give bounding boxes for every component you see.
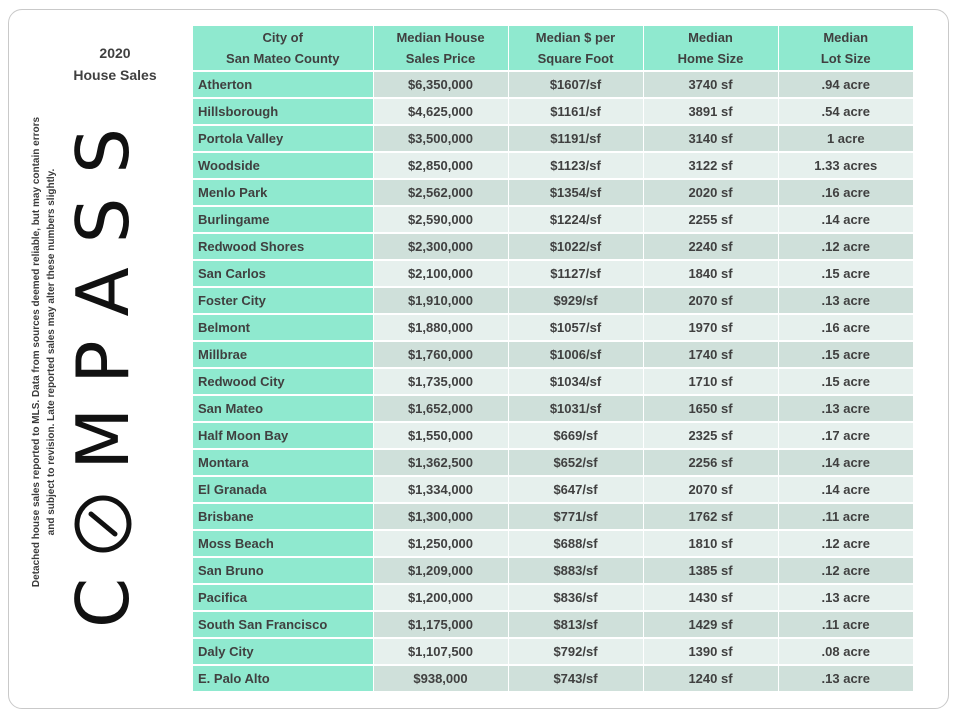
price-per-sqft-cell: $1031/sf [508,395,643,422]
price-per-sqft-cell: $1057/sf [508,314,643,341]
price-per-sqft-cell: $688/sf [508,530,643,557]
lot-size-cell: .11 acre [778,611,913,638]
price-per-sqft-cell: $1191/sf [508,125,643,152]
city-cell: Hillsborough [193,98,373,125]
price-cell: $1,107,500 [373,638,508,665]
logo-letter: S [61,128,145,174]
price-per-sqft-cell: $792/sf [508,638,643,665]
header-city: City of San Mateo County [193,26,373,71]
lot-size-cell: 1 acre [778,125,913,152]
home-size-cell: 3122 sf [643,152,778,179]
price-per-sqft-cell: $929/sf [508,287,643,314]
price-cell: $2,100,000 [373,260,508,287]
home-size-cell: 1970 sf [643,314,778,341]
house-sales-table [193,26,913,693]
price-cell: $2,850,000 [373,152,508,179]
lot-size-cell: .16 acre [778,179,913,206]
city-cell: Half Moon Bay [193,422,373,449]
city-cell: Portola Valley [193,125,373,152]
home-size-cell: 1385 sf [643,557,778,584]
price-per-sqft-cell: $1354/sf [508,179,643,206]
city-cell: Brisbane [193,503,373,530]
home-size-cell: 2255 sf [643,206,778,233]
price-cell: $4,625,000 [373,98,508,125]
home-size-cell: 2020 sf [643,179,778,206]
price-per-sqft-cell: $1607/sf [508,71,643,98]
lot-size-cell: .12 acre [778,557,913,584]
price-cell: $1,880,000 [373,314,508,341]
price-per-sqft-cell: $669/sf [508,422,643,449]
price-per-sqft-cell: $1161/sf [508,98,643,125]
lot-size-cell: .15 acre [778,260,913,287]
lot-size-cell: .14 acre [778,476,913,503]
table-row [193,665,913,692]
city-cell: Burlingame [193,206,373,233]
home-size-cell: 2070 sf [643,476,778,503]
price-per-sqft-cell: $1123/sf [508,152,643,179]
city-cell: Pacifica [193,584,373,611]
table-row [193,638,913,665]
disclaimer-note [29,72,59,632]
price-per-sqft-cell: $743/sf [508,665,643,692]
price-per-sqft-cell: $647/sf [508,476,643,503]
lot-size-cell: .17 acre [778,422,913,449]
disclaimer-line-2: and subject to revision. Late reported sales may alter these numbers slightly. [46,168,57,536]
city-cell: El Granada [193,476,373,503]
home-size-cell: 1710 sf [643,368,778,395]
compass-logo [61,128,145,628]
price-cell: $2,590,000 [373,206,508,233]
price-per-sqft-cell: $652/sf [508,449,643,476]
price-per-sqft-cell: $1022/sf [508,233,643,260]
header-price: Median House Sales Price [373,26,508,71]
table-row [193,476,913,503]
home-size-cell: 3140 sf [643,125,778,152]
price-cell: $1,550,000 [373,422,508,449]
home-size-cell: 1390 sf [643,638,778,665]
lot-size-cell: .15 acre [778,368,913,395]
price-cell: $2,562,000 [373,179,508,206]
price-per-sqft-cell: $883/sf [508,557,643,584]
title-year: 2020 [99,45,131,61]
price-cell: $938,000 [373,665,508,692]
city-cell: Redwood Shores [193,233,373,260]
home-size-cell: 2070 sf [643,287,778,314]
page-title [50,42,180,86]
logo-letter: P [61,340,145,384]
lot-size-cell: .13 acre [778,287,913,314]
table-row [193,449,913,476]
lot-size-cell: 1.33 acres [778,152,913,179]
logo-letter: C [61,577,145,628]
lot-size-cell: .14 acre [778,449,913,476]
home-size-cell: 3891 sf [643,98,778,125]
lot-size-cell: .13 acre [778,395,913,422]
home-size-cell: 1740 sf [643,341,778,368]
home-size-cell: 1429 sf [643,611,778,638]
lot-size-cell: .12 acre [778,530,913,557]
lot-size-cell: .08 acre [778,638,913,665]
table-row [193,368,913,395]
lot-size-cell: .12 acre [778,233,913,260]
table-row [193,611,913,638]
price-per-sqft-cell: $1127/sf [508,260,643,287]
city-cell: Belmont [193,314,373,341]
price-cell: $1,200,000 [373,584,508,611]
table-row [193,260,913,287]
table-row [193,233,913,260]
price-cell: $1,334,000 [373,476,508,503]
price-cell: $1,910,000 [373,287,508,314]
city-cell: Moss Beach [193,530,373,557]
table-row [193,584,913,611]
table-row [193,341,913,368]
price-per-sqft-cell: $1034/sf [508,368,643,395]
price-per-sqft-cell: $1224/sf [508,206,643,233]
city-cell: Millbrae [193,341,373,368]
price-cell: $1,652,000 [373,395,508,422]
lot-size-cell: .15 acre [778,341,913,368]
home-size-cell: 1650 sf [643,395,778,422]
home-size-cell: 1810 sf [643,530,778,557]
price-cell: $1,175,000 [373,611,508,638]
table-row [193,179,913,206]
home-size-cell: 2256 sf [643,449,778,476]
city-cell: E. Palo Alto [193,665,373,692]
price-per-sqft-cell: $1006/sf [508,341,643,368]
price-cell: $1,735,000 [373,368,508,395]
table-row [193,152,913,179]
city-cell: San Bruno [193,557,373,584]
lot-size-cell: .54 acre [778,98,913,125]
lot-size-cell: .13 acre [778,665,913,692]
table-row [193,287,913,314]
table-header-row [193,26,913,71]
city-cell: South San Francisco [193,611,373,638]
home-size-cell: 1430 sf [643,584,778,611]
price-cell: $1,300,000 [373,503,508,530]
table-row [193,503,913,530]
home-size-cell: 1240 sf [643,665,778,692]
lot-size-cell: .13 acre [778,584,913,611]
table-row [193,395,913,422]
price-per-sqft-cell: $813/sf [508,611,643,638]
logo-letter: S [61,197,145,244]
home-size-cell: 2325 sf [643,422,778,449]
home-size-cell: 2240 sf [643,233,778,260]
home-size-cell: 1840 sf [643,260,778,287]
price-cell: $3,500,000 [373,125,508,152]
logo-letter: M [61,407,145,470]
city-cell: Atherton [193,71,373,98]
compass-o-icon [73,494,133,554]
price-cell: $1,250,000 [373,530,508,557]
lot-size-cell: .16 acre [778,314,913,341]
price-cell: $2,300,000 [373,233,508,260]
city-cell: Menlo Park [193,179,373,206]
price-cell: $1,209,000 [373,557,508,584]
header-home-size: Median Home Size [643,26,778,71]
table-row [193,206,913,233]
price-per-sqft-cell: $836/sf [508,584,643,611]
table-row [193,71,913,98]
home-size-cell: 1762 sf [643,503,778,530]
table-row [193,98,913,125]
table-row [193,530,913,557]
city-cell: Montara [193,449,373,476]
table-row [193,557,913,584]
disclaimer-line-1: Detached house sales reported to MLS. Data from sources deemed reliable, but may contain errors [31,116,42,588]
lot-size-cell: .14 acre [778,206,913,233]
price-cell: $1,760,000 [373,341,508,368]
title-subtitle: House Sales [73,67,157,83]
city-cell: Redwood City [193,368,373,395]
logo-letter: A [61,267,145,317]
city-cell: San Mateo [193,395,373,422]
city-cell: Daly City [193,638,373,665]
city-cell: Woodside [193,152,373,179]
table-row [193,422,913,449]
price-cell: $6,350,000 [373,71,508,98]
lot-size-cell: .11 acre [778,503,913,530]
lot-size-cell: .94 acre [778,71,913,98]
city-cell: Foster City [193,287,373,314]
home-size-cell: 3740 sf [643,71,778,98]
city-cell: San Carlos [193,260,373,287]
price-cell: $1,362,500 [373,449,508,476]
table-row [193,314,913,341]
price-per-sqft-cell: $771/sf [508,503,643,530]
header-price-per-sqft: Median $ per Square Foot [508,26,643,71]
header-lot-size: Median Lot Size [778,26,913,71]
table-row [193,125,913,152]
